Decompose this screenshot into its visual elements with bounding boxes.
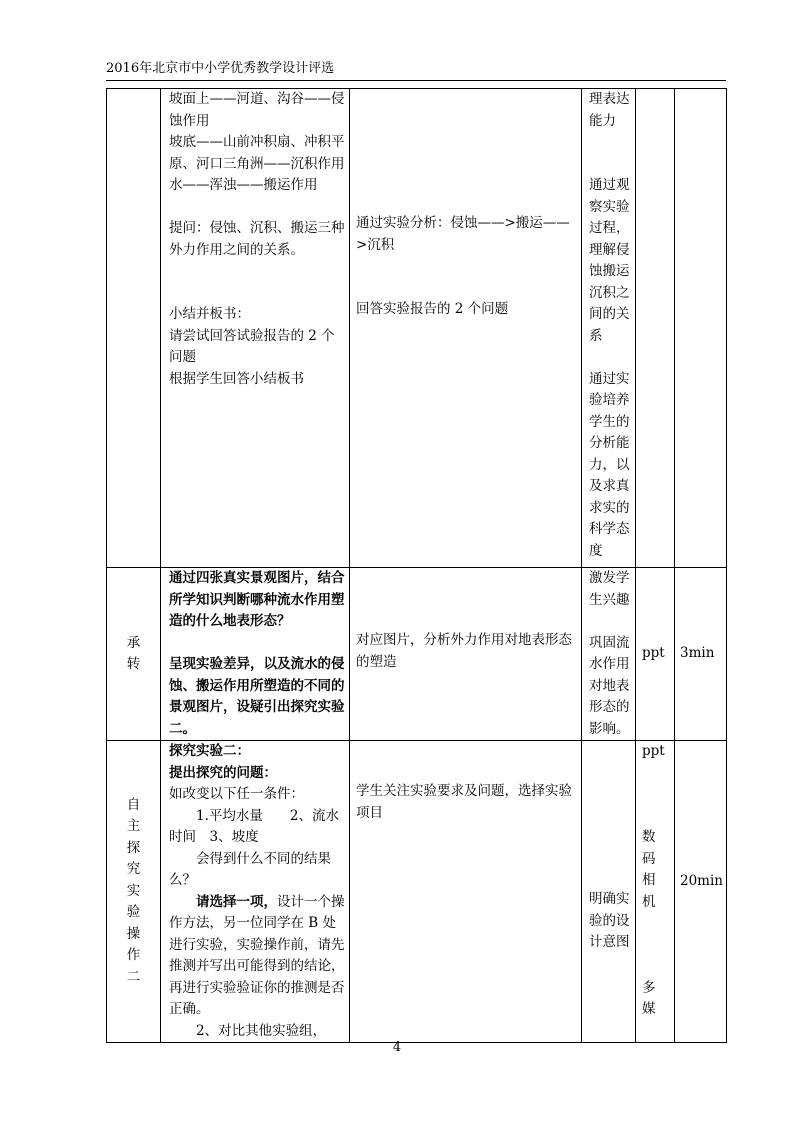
media-cell (636, 568, 675, 741)
page-number: 4 (392, 1040, 402, 1055)
stage-char: 究 (126, 861, 141, 878)
intent-text: 激发学生兴趣 (589, 570, 630, 608)
time-text: 3min (680, 645, 715, 662)
teacher-text: 坡面上——河道、沟谷——侵蚀作用 (169, 91, 345, 129)
stage-char: 操 (126, 925, 141, 942)
teacher-text: 通过四张真实景观图片，结合所学知识判断哪种流水作用塑造的什么地表形态？ (169, 570, 345, 629)
stage-char: 作 (126, 947, 141, 964)
stage-cell (107, 741, 161, 1043)
intent-text: 理表达能力 (589, 91, 630, 129)
media-cell (636, 89, 675, 568)
teacher-text: 根据学生回答小结板书 (169, 370, 304, 387)
intent-cell (582, 741, 636, 1043)
teacher-text: 2、对比其他实验组， (196, 1022, 327, 1039)
lesson-plan-table (106, 88, 727, 1043)
student-text: 通过实验分析：侵蚀——>搬运——>沉积 (356, 215, 570, 253)
teacher-text: 如改变以下任一条件： (169, 786, 304, 802)
student-activity-cell (350, 568, 582, 741)
stage-char: 探 (126, 839, 141, 856)
media-char: 机 (642, 893, 656, 910)
student-activity-cell (350, 89, 582, 568)
intent-cell (582, 89, 636, 568)
media-char: 相 (642, 872, 656, 888)
stage-cell (107, 568, 161, 741)
time-cell (675, 568, 727, 741)
student-activity-cell (350, 741, 582, 1043)
intent-text: 通过实验培养学生的分析能力，以及求真求实的科学态度 (589, 370, 630, 559)
media-char: 多 (642, 979, 656, 996)
table-row (107, 89, 727, 568)
media-char: 码 (642, 850, 656, 867)
student-text: 对应图片，分析外力作用对地表形态的塑造 (356, 632, 572, 670)
media-text: ppt (642, 645, 665, 662)
teacher-text: 水——浑浊——搬运作用 (169, 177, 318, 193)
table-row (107, 741, 727, 1043)
media-char: 数 (642, 829, 656, 845)
media-text: ppt (642, 743, 665, 759)
table-row (107, 568, 727, 741)
stage-cell (107, 89, 161, 568)
teacher-text: 设计一个操作方法，另一位同学在 B 处进行实验，实验操作前，请先推测并写出可能得到的结论，再进行实验验证你的推测是否正确。 (169, 893, 345, 1017)
stage-char: 二 (126, 968, 141, 985)
teacher-text: 提出探究的问题： (169, 764, 277, 781)
teacher-text: 呈现实验差异，以及流水的侵蚀、搬运作用所塑造的不同的景观图片，设疑引出探究实验二。 (169, 656, 345, 737)
intent-text: 通过观察实验过程，理解侵蚀搬运沉积之间的关系 (589, 177, 630, 344)
time-text: 20min (680, 873, 723, 889)
teacher-text: 小结并板书： (169, 306, 250, 322)
teacher-text: 坡底——山前冲积扇、冲积平原、河口三角洲——沉积作用 (169, 134, 345, 172)
media-char: 媒 (642, 1001, 656, 1017)
stage-char: 承 (126, 634, 141, 651)
stage-char: 实 (126, 882, 141, 899)
stage-char: 转 (126, 656, 141, 672)
time-cell (675, 89, 727, 568)
teacher-text: 请尝试回答试验报告的 2 个问题 (169, 327, 335, 365)
teacher-text: 1.平均水量 2、流水时间 3、坡度 (169, 807, 339, 845)
stage-char: 验 (126, 904, 141, 921)
teacher-activity-cell (161, 568, 350, 741)
teacher-text: 会得到什么不同的结果么？ (169, 850, 331, 888)
teacher-text: 提问：侵蚀、沉积、搬运三种外力作用之间的关系。 (169, 220, 345, 258)
header-rule (106, 80, 726, 81)
teacher-activity-cell (161, 89, 350, 568)
teacher-text: 请选择一项， (196, 893, 277, 910)
document-header: 2016年北京市中小学优秀教学设计评选 (106, 61, 335, 76)
intent-text: 明确实验的设计意图 (589, 891, 630, 950)
time-cell (675, 741, 727, 1043)
teacher-text: 探究实验二： (169, 743, 250, 759)
teacher-activity-cell (161, 741, 350, 1043)
intent-text: 巩固流水作用对地表形态的影响。 (589, 634, 630, 737)
stage-char: 主 (126, 818, 141, 835)
stage-char: 自 (126, 796, 141, 813)
intent-cell (582, 568, 636, 741)
media-cell (636, 741, 675, 1043)
student-text: 学生关注实验要求及问题，选择实验项目 (356, 783, 572, 821)
student-text: 回答实验报告的 2 个问题 (356, 301, 509, 317)
